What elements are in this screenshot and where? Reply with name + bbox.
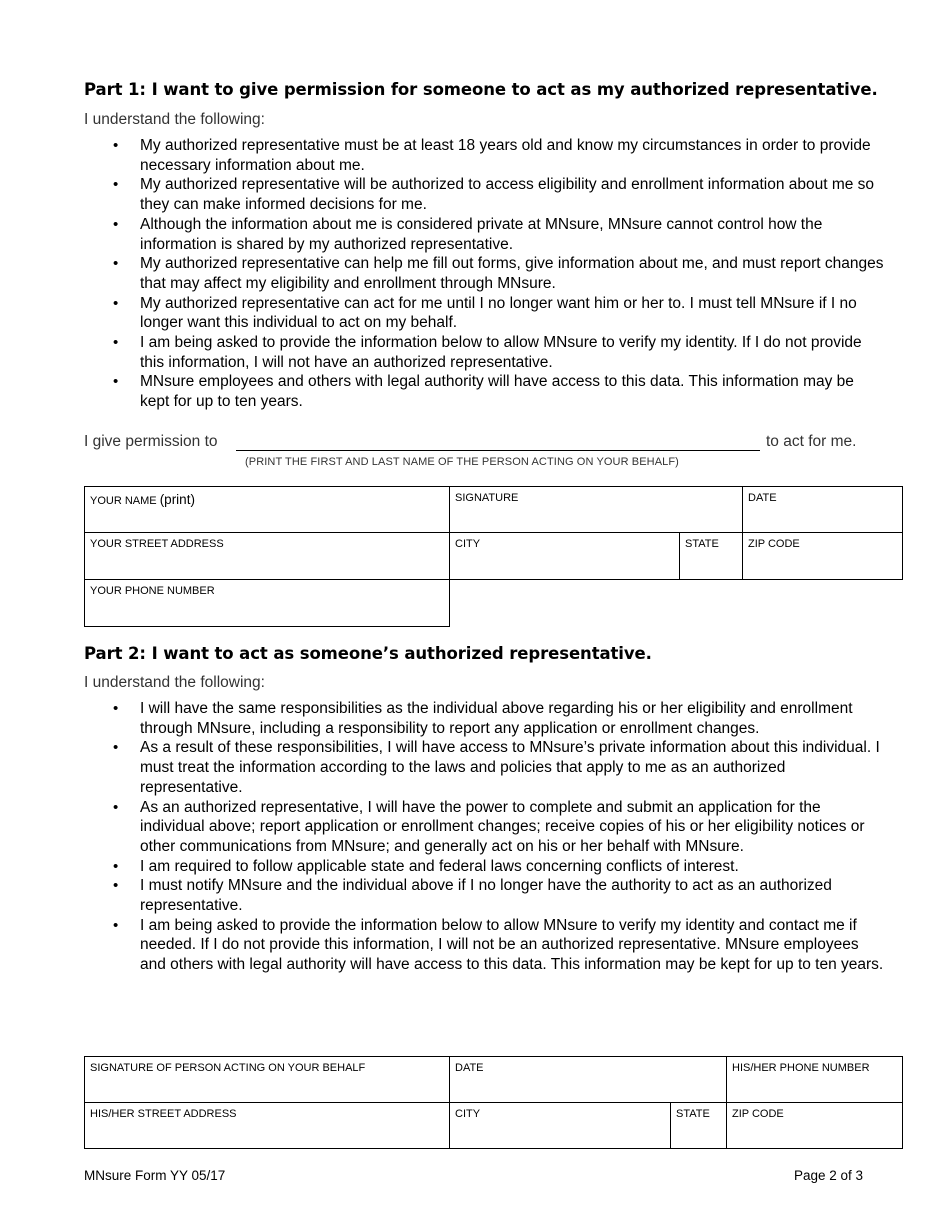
date-label: DATE xyxy=(748,492,777,504)
your-name-label: YOUR NAME xyxy=(90,495,157,507)
representative-phone-field[interactable] xyxy=(727,1057,903,1103)
part2-heading: Part 2: I want to act as someone’s authorized representative. xyxy=(84,644,652,663)
representative-name-field[interactable] xyxy=(236,432,760,451)
permission-prefix: I give permission to xyxy=(84,433,218,450)
city-field[interactable] xyxy=(450,533,680,580)
empty-cell xyxy=(450,580,903,627)
permission-caption: (PRINT THE FIRST AND LAST NAME OF THE PERSON ACTING ON YOUR BEHALF) xyxy=(245,456,679,468)
part1-heading: Part 1: I want to give permission for someone to act as my authorized representative. xyxy=(84,80,878,99)
state-field[interactable] xyxy=(680,533,743,580)
representative-state-field[interactable] xyxy=(671,1103,727,1149)
part1-bullet: • My authorized representative can act for me until I no longer want him or her to. I must tell MNsure if I no longer want this individual to act on my behalf. xyxy=(84,294,884,333)
representative-phone-label: HIS/HER PHONE NUMBER xyxy=(732,1062,870,1074)
permission-suffix: to act for me. xyxy=(766,433,857,450)
your-name-print-label: (print) xyxy=(159,492,195,507)
street-address-field[interactable] xyxy=(85,533,450,580)
part1-bullet: • MNsure employees and others with legal authority will have access to this data. This information may be kept for up to ten years. xyxy=(84,372,884,411)
page-number: Page 2 of 3 xyxy=(794,1168,864,1183)
representative-signature-field[interactable] xyxy=(85,1057,450,1103)
representative-date-field[interactable] xyxy=(450,1057,727,1103)
representative-street-label: HIS/HER STREET ADDRESS xyxy=(90,1108,237,1120)
signature-label: SIGNATURE xyxy=(455,492,519,504)
part2-bullet-list xyxy=(84,699,884,975)
zip-code-label: ZIP CODE xyxy=(748,538,800,550)
part2-bullet: • As an authorized representative, I will have the power to complete and submit an application for the individual above; report application or enrollment changes; receive copies of his or her eligibility notices or other communications from MNsure; and generally act on his or her behalf with MNsure. xyxy=(84,798,884,857)
part2-bullet: • I am required to follow applicable state and federal laws concerning conflicts of interest. xyxy=(84,857,884,877)
representative-zip-label: ZIP CODE xyxy=(732,1108,784,1120)
part1-bullet: • I am being asked to provide the information below to allow MNsure to verify my identity. If I do not provide this information, I will not have an authorized representative. xyxy=(84,333,884,372)
your-name-field[interactable] xyxy=(85,487,450,533)
part1-bullet: • My authorized representative must be at least 18 years old and know my circumstances in order to provide necessary information about me. xyxy=(84,136,884,175)
form-id: MNsure Form YY 05/17 xyxy=(84,1168,226,1183)
part1-bullet: • My authorized representative will be authorized to access eligibility and enrollment information about me so they can make informed decisions for me. xyxy=(84,175,884,214)
phone-number-label: YOUR PHONE NUMBER xyxy=(90,585,215,597)
part1-applicant-table xyxy=(84,486,903,627)
state-label: STATE xyxy=(685,538,719,550)
part2-intro: I understand the following: xyxy=(84,674,265,691)
part1-bullet-list xyxy=(84,136,884,412)
zip-code-field[interactable] xyxy=(743,533,903,580)
street-address-label: YOUR STREET ADDRESS xyxy=(90,538,224,550)
representative-street-field[interactable] xyxy=(85,1103,450,1149)
representative-zip-field[interactable] xyxy=(727,1103,903,1149)
part2-bullet: • As a result of these responsibilities, I will have access to MNsure’s private information about this individual. I must treat the information according to the laws and policies that apply to me as an authorized representative. xyxy=(84,738,884,797)
representative-date-label: DATE xyxy=(455,1062,484,1074)
city-label: CITY xyxy=(455,538,481,550)
part2-bullet: • I must notify MNsure and the individual above if I no longer have the authority to act as an authorized representative. xyxy=(84,876,884,915)
representative-city-field[interactable] xyxy=(450,1103,671,1149)
part1-bullet: • Although the information about me is considered private at MNsure, MNsure cannot control how the information is shared by my authorized representative. xyxy=(84,215,884,254)
representative-state-label: STATE xyxy=(676,1108,710,1120)
part2-bullet: • I will have the same responsibilities as the individual above regarding his or her eligibility and enrollment through MNsure, including a responsibility to report any application or enrollment changes. xyxy=(84,699,884,738)
part2-representative-table xyxy=(84,1056,903,1149)
part1-intro: I understand the following: xyxy=(84,111,265,128)
part1-bullet: • My authorized representative can help me fill out forms, give information about me, and must report changes that may affect my eligibility and enrollment through MNsure. xyxy=(84,254,884,293)
representative-city-label: CITY xyxy=(455,1108,481,1120)
representative-signature-label: SIGNATURE OF PERSON ACTING ON YOUR BEHALF xyxy=(90,1062,366,1074)
signature-field[interactable] xyxy=(450,487,743,533)
phone-number-field[interactable] xyxy=(85,580,450,627)
part2-bullet: • I am being asked to provide the information below to allow MNsure to verify my identity and contact me if needed. If I do not provide this information, I will not be an authorized representative. MNsure employees and others with legal authority will have access to this data. This information may be kept for up to ten years. xyxy=(84,916,884,975)
date-field[interactable] xyxy=(743,487,903,533)
